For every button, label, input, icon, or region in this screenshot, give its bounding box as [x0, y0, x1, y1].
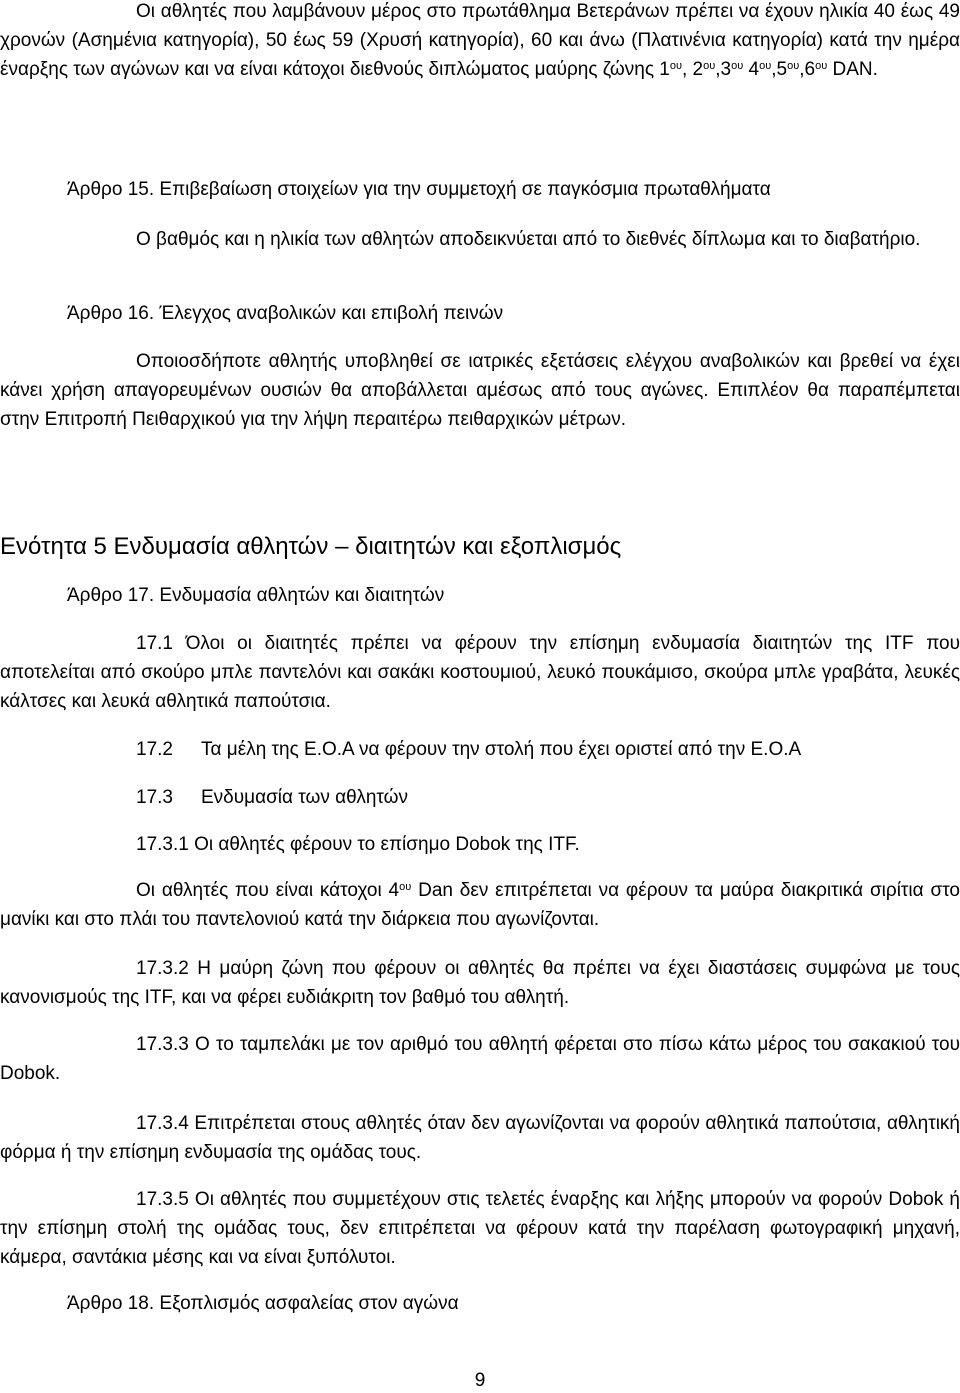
intro-text: , 2: [681, 59, 704, 80]
section-5-heading: Ενότητα 5 Ενδυμασία αθλητών – διαιτητών και εξοπλισμός: [0, 533, 622, 560]
ordinal-sup: ου: [815, 60, 828, 72]
page-number: 9: [474, 1370, 486, 1391]
ordinal-sup: ου: [787, 60, 800, 72]
paragraph-number: 17.3.2: [136, 958, 189, 979]
intro-text: ,5: [771, 59, 788, 80]
ordinal-sup: ου: [399, 881, 412, 893]
paragraph-17-3-4: [0, 1109, 960, 1167]
intro-text: DAN.: [827, 59, 878, 80]
paragraph-text: Όλοι οι διαιτητές πρέπει να φέρουν την επίσημη ενδυμασία διαιτητών της ITF που αποτελείται από σκούρο μπλε παντελόνι και σακάκι κοστουμιού, λευκό πουκάμισο, σκούρα μπλε γραβάτα, λευκές κάλτσες και λευκά αθλητικά παπούτσια.: [0, 633, 960, 712]
article-16-title: Άρθρο 16. Έλεγχος αναβολικών και επιβολή πεινών: [67, 303, 504, 324]
article-16-body: Οποιοσδήποτε αθλητής υποβληθεί σε ιατρικές εξετάσεις ελέγχου αναβολικών και βρεθεί να έχει κάνει χρήση απαγορευμένων ουσιών θα αποβάλλεται αμέσως από τους αγώνες. Επιπλέον θα παραπέμπεται στην Επιτροπή Πειθαρχικού για την λήψη περαιτέρω πειθαρχικών μέτρων.: [0, 351, 960, 430]
intro-text: ,6: [799, 59, 816, 80]
paragraph-17-3-1: [0, 830, 960, 859]
intro-text: Οι αθλητές που λαμβάνουν μέρος στο πρωτάθλημα Βετεράνων πρέπει να έχουν ηλικία 40 έως 49 χρονών (Ασημένια κατηγορία), 50 έως 59 (Χρυσή κατηγορία), 60 και άνω (Πλατινένια κατηγορία) κατά την ημέρα έναρξης των αγώνων και να είναι κάτοχοι διεθνούς διπλώματος μαύρης ζώνης 1: [0, 1, 960, 80]
paragraph-text: Ενδυμασία των αθλητών: [201, 787, 408, 808]
ordinal-sup: ου: [731, 60, 744, 72]
article-15-body: Ο βαθμός και η ηλικία των αθλητών αποδεικνύεται από το διεθνές δίπλωμα και το διαβατήριο.: [136, 229, 921, 250]
paragraph-text: Dan δεν επιτρέπεται να φέρουν τα μαύρα διακριτικά σιρίτια στο μανίκι και στο πλάι του παντελονιού κατά την διάρκεια που αγωνίζονται.: [0, 880, 960, 930]
paragraph-text: Οι αθλητές φέρουν το επίσημο Dobok της ITF.: [188, 834, 580, 855]
paragraph-17-3-3: [0, 1030, 960, 1088]
paragraph-17-3-5: [0, 1185, 960, 1272]
paragraph-17-2: [0, 735, 960, 764]
paragraph-text: Τα μέλη της Ε.Ο.Α να φέρουν την στολή που έχει οριστεί από την Ε.Ο.Α: [201, 739, 802, 760]
paragraph-number: 17.3: [136, 787, 173, 808]
paragraph-17-3-1-dan: [0, 876, 960, 934]
ordinal-sup: ου: [759, 60, 772, 72]
paragraph-text: Ο το ταμπελάκι με τον αριθμό του αθλητή φέρεται στο πίσω κάτω μέρος του σακακιού του Dobok.: [0, 1034, 960, 1084]
intro-text: 4: [743, 59, 760, 80]
paragraph-text: Οι αθλητές που συμμετέχουν στις τελετές έναρξης και λήξης μπορούν να φορούν Dobok ή την επίσημη στολή της ομάδας τους, δεν επιτρέπεται να φέρουν κατά την παρέλαση φωτογραφική μηχανή, κάμερα, σαντάκια μέσης και να είναι ξυπόλυτοι.: [0, 1189, 960, 1268]
paragraph-number: 17.3.4: [136, 1113, 189, 1134]
paragraph-number: 17.3.3: [136, 1034, 189, 1055]
paragraph-text: Οι αθλητές που είναι κάτοχοι 4: [136, 880, 400, 901]
paragraph-number: 17.2: [136, 739, 173, 760]
article-15-title: Άρθρο 15. Επιβεβαίωση στοιχείων για την συμμετοχή σε παγκόσμια πρωταθλήματα: [67, 179, 771, 200]
paragraph-text: Επιτρέπεται στους αθλητές όταν δεν αγωνίζονται να φορούν αθλητικά παπούτσια, αθλητική φόρμα ή την επίσημη ενδυμασία της ομάδας τους.: [0, 1113, 960, 1163]
intro-text: ,3: [715, 59, 732, 80]
paragraph-17-3-2: [0, 954, 960, 1012]
ordinal-sup: ου: [703, 60, 716, 72]
paragraph-17-1: [0, 629, 960, 716]
intro-paragraph: [0, 0, 960, 84]
article-18-title: Άρθρο 18. Εξοπλισμός ασφαλείας στον αγώνα: [67, 1293, 459, 1314]
paragraph-17-3: [0, 783, 960, 812]
ordinal-sup: ου: [669, 60, 682, 72]
paragraph-number: 17.1: [136, 633, 173, 654]
article-17-title: Άρθρο 17. Ενδυμασία αθλητών και διαιτητών: [67, 585, 445, 606]
paragraph-text: Η μαύρη ζώνη που φέρουν οι αθλητές θα πρέπει να έχει διαστάσεις συμφώνα με τους κανονισμούς της ITF, και να φέρει ευδιάκριτη τον βαθμό του αθλητή.: [0, 958, 960, 1008]
paragraph-number: 17.3.5: [136, 1189, 189, 1210]
paragraph-number: 17.3.1: [136, 834, 189, 855]
